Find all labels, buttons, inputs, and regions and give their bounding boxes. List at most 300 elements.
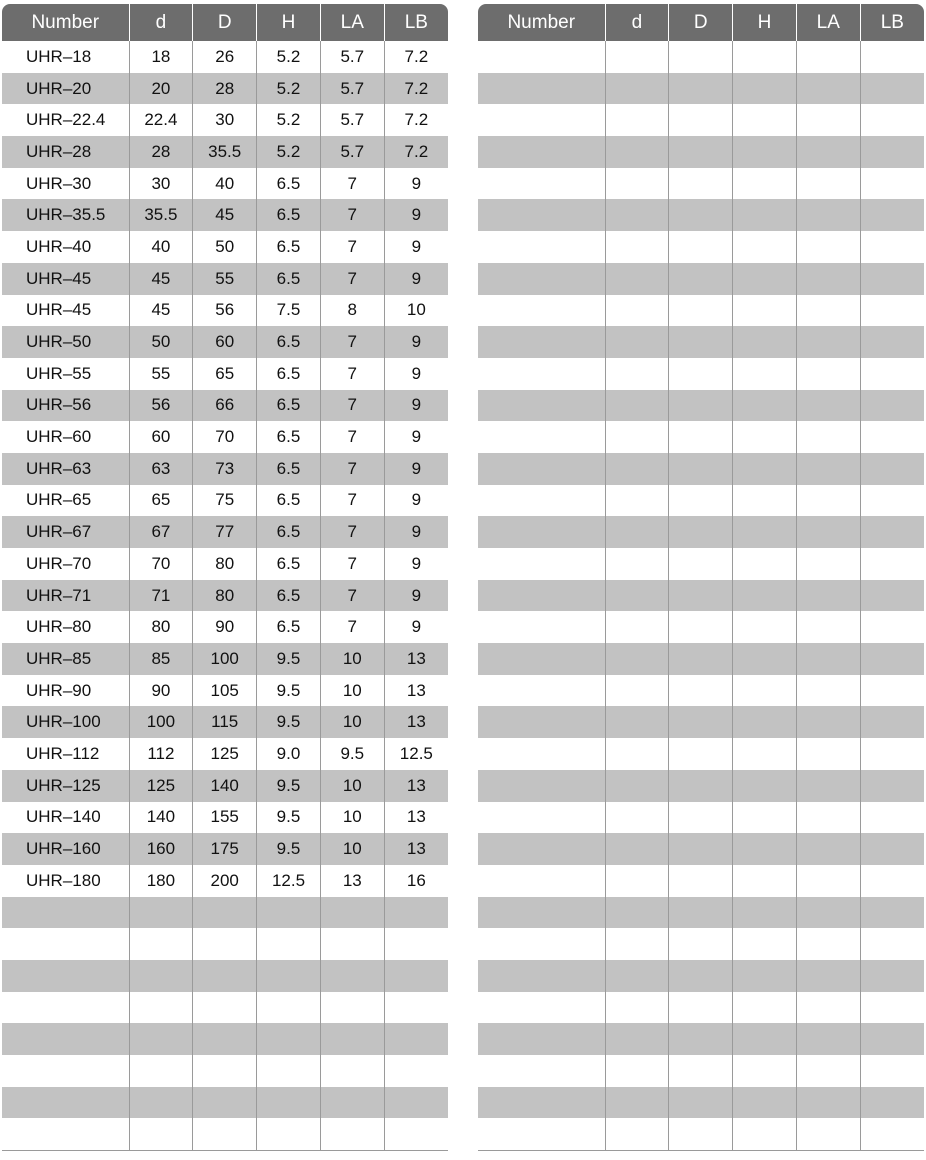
- cell-d: [605, 358, 669, 390]
- cell-d: 85: [129, 643, 193, 675]
- empty-row: [478, 516, 924, 548]
- cell-LB: [860, 992, 924, 1024]
- cell-number: UHR–67: [2, 516, 129, 548]
- empty-row: [478, 104, 924, 136]
- cell-LA: 9.5: [320, 738, 384, 770]
- cell-LB: [860, 263, 924, 295]
- cell-LA: [796, 833, 860, 865]
- cell-LA: 7: [320, 485, 384, 517]
- cell-number: [478, 326, 605, 358]
- cell-d: [605, 1118, 669, 1150]
- cell-H: 6.5: [257, 548, 321, 580]
- cell-LA: 5.7: [320, 73, 384, 105]
- cell-LA: 8: [320, 295, 384, 327]
- cell-number: UHR–35.5: [2, 199, 129, 231]
- cell-LB: [384, 928, 448, 960]
- cell-LB: [860, 41, 924, 73]
- cell-H: 5.2: [257, 41, 321, 73]
- cell-d: 50: [129, 326, 193, 358]
- cell-D: 65: [193, 358, 257, 390]
- cell-number: UHR–80: [26, 617, 92, 637]
- cell-D: [669, 1118, 733, 1150]
- cell-LA: [796, 992, 860, 1024]
- cell-d: 160: [129, 833, 193, 865]
- cell-LB: 9: [384, 263, 448, 295]
- cell-LA: 7: [320, 199, 384, 231]
- empty-row: [478, 41, 924, 73]
- cell-d: 63: [129, 453, 193, 485]
- cell-D: [669, 865, 733, 897]
- table-row: [2, 136, 448, 168]
- cell-number: [2, 992, 129, 1024]
- cell-D: [669, 295, 733, 327]
- cell-D: [669, 611, 733, 643]
- empty-row: [478, 358, 924, 390]
- cell-d: 100: [129, 706, 193, 738]
- cell-H: [257, 992, 321, 1024]
- cell-d: 67: [129, 516, 193, 548]
- cell-d: [605, 136, 669, 168]
- cell-LB: 13: [384, 802, 448, 834]
- cell-LA: [796, 770, 860, 802]
- cell-D: [193, 992, 257, 1024]
- cell-number: [478, 104, 605, 136]
- cell-D: [669, 516, 733, 548]
- cell-D: 90: [193, 611, 257, 643]
- cell-LA: [320, 960, 384, 992]
- cell-LA: [796, 802, 860, 834]
- cell-d: [605, 865, 669, 897]
- cell-d: [605, 643, 669, 675]
- cell-D: [669, 390, 733, 422]
- cell-D: [669, 199, 733, 231]
- table-row: [2, 231, 448, 263]
- table-row: [2, 199, 448, 231]
- empty-row: [478, 833, 924, 865]
- cell-H: 9.5: [257, 833, 321, 865]
- cell-D: 115: [193, 706, 257, 738]
- cell-LA: [796, 136, 860, 168]
- cell-number: [478, 41, 605, 73]
- cell-d: [605, 263, 669, 295]
- cell-D: [669, 548, 733, 580]
- cell-D: [669, 738, 733, 770]
- cell-LA: [796, 611, 860, 643]
- cell-H: 6.5: [257, 168, 321, 200]
- cell-LB: [860, 73, 924, 105]
- empty-row: [2, 1023, 448, 1055]
- empty-row: [2, 897, 448, 929]
- cell-number: UHR–85: [2, 643, 129, 675]
- cell-H: 6.5: [257, 453, 321, 485]
- cell-H: [733, 421, 797, 453]
- cell-H: 9.5: [257, 802, 321, 834]
- table-row: [2, 675, 448, 707]
- cell-d: [605, 833, 669, 865]
- cell-D: [669, 1023, 733, 1055]
- cell-LB: 9: [384, 485, 448, 517]
- table-row: [2, 770, 448, 802]
- column-header-d: d: [129, 4, 193, 41]
- cell-d: [129, 1023, 193, 1055]
- cell-LB: 12.5: [384, 738, 448, 770]
- cell-number: [478, 231, 605, 263]
- cell-d: [129, 897, 193, 929]
- cell-D: [669, 1087, 733, 1119]
- table-row: [2, 580, 448, 612]
- cell-d: [605, 1087, 669, 1119]
- cell-d: [605, 390, 669, 422]
- table-row: [2, 516, 448, 548]
- cell-number: [478, 1023, 605, 1055]
- table-row: [2, 706, 448, 738]
- cell-LA: [796, 421, 860, 453]
- cell-number: UHR–55: [26, 363, 92, 383]
- cell-number: UHR–30: [26, 173, 92, 193]
- cell-D: 55: [193, 263, 257, 295]
- cell-D: [669, 41, 733, 73]
- cell-d: 90: [129, 675, 193, 707]
- empty-row: [478, 136, 924, 168]
- cell-LA: [796, 390, 860, 422]
- table-row: [2, 738, 448, 770]
- cell-D: [669, 231, 733, 263]
- cell-LA: 7: [320, 421, 384, 453]
- table-row: [2, 865, 448, 897]
- cell-number: UHR–40: [26, 236, 92, 256]
- cell-number: [2, 1055, 129, 1087]
- cell-LB: 7.2: [384, 41, 448, 73]
- cell-LB: 7.2: [384, 104, 448, 136]
- cell-H: [257, 897, 321, 929]
- cell-D: 80: [193, 580, 257, 612]
- cell-LA: [796, 738, 860, 770]
- cell-H: 6.5: [257, 231, 321, 263]
- cell-d: 40: [129, 231, 193, 263]
- cell-number: [478, 706, 605, 738]
- cell-H: [733, 326, 797, 358]
- cell-LB: [384, 1055, 448, 1087]
- cell-H: [257, 1118, 321, 1150]
- cell-LA: [796, 358, 860, 390]
- empty-row: [478, 295, 924, 327]
- cell-D: 175: [193, 833, 257, 865]
- cell-d: 71: [129, 580, 193, 612]
- cell-LB: [860, 802, 924, 834]
- cell-H: 9.5: [257, 675, 321, 707]
- cell-LB: [860, 295, 924, 327]
- cell-D: [193, 1087, 257, 1119]
- cell-H: [733, 928, 797, 960]
- cell-H: [733, 1055, 797, 1087]
- cell-LB: [860, 928, 924, 960]
- cell-LA: [796, 263, 860, 295]
- cell-d: 70: [129, 548, 193, 580]
- cell-LA: [320, 1087, 384, 1119]
- cell-H: [733, 1023, 797, 1055]
- cell-H: [733, 199, 797, 231]
- column-header-LB: LB: [860, 4, 924, 41]
- cell-D: [193, 960, 257, 992]
- cell-LA: [320, 928, 384, 960]
- cell-d: 22.4: [129, 104, 193, 136]
- cell-D: 30: [193, 104, 257, 136]
- cell-LA: [796, 199, 860, 231]
- cell-LA: [796, 41, 860, 73]
- cell-d: [129, 1118, 193, 1150]
- cell-number: [478, 802, 605, 834]
- cell-LB: 9: [384, 390, 448, 422]
- cell-LA: 7: [320, 358, 384, 390]
- cell-number: [478, 1118, 605, 1150]
- cell-number: UHR–20: [2, 73, 129, 105]
- cell-d: [605, 295, 669, 327]
- cell-D: 200: [193, 865, 257, 897]
- cell-d: [605, 231, 669, 263]
- cell-H: 5.2: [257, 136, 321, 168]
- cell-number: [478, 580, 605, 612]
- empty-row: [478, 960, 924, 992]
- cell-D: 77: [193, 516, 257, 548]
- empty-row: [478, 168, 924, 200]
- cell-LB: [860, 865, 924, 897]
- header-row: [478, 4, 924, 41]
- cell-H: 9.5: [257, 770, 321, 802]
- cell-D: [669, 326, 733, 358]
- cell-number: UHR–45: [2, 263, 129, 295]
- cell-D: [669, 802, 733, 834]
- cell-D: [193, 1023, 257, 1055]
- cell-number: [478, 421, 605, 453]
- cell-LA: 5.7: [320, 104, 384, 136]
- cell-D: 40: [193, 168, 257, 200]
- cell-number: UHR–65: [26, 490, 92, 510]
- cell-D: 80: [193, 548, 257, 580]
- cell-D: [669, 453, 733, 485]
- column-header-H: H: [733, 4, 797, 41]
- cell-LA: [796, 295, 860, 327]
- cell-LA: 7: [320, 326, 384, 358]
- cell-LA: 5.7: [320, 41, 384, 73]
- cell-d: [605, 960, 669, 992]
- cell-number: UHR–60: [26, 427, 92, 447]
- cell-LA: [796, 73, 860, 105]
- cell-LB: 9: [384, 326, 448, 358]
- empty-row: [478, 263, 924, 295]
- cell-H: [733, 675, 797, 707]
- cell-number: [478, 770, 605, 802]
- table-row: [2, 263, 448, 295]
- cell-H: [733, 485, 797, 517]
- cell-H: [733, 738, 797, 770]
- empty-row: [478, 675, 924, 707]
- table-row: [2, 485, 448, 517]
- cell-d: 125: [129, 770, 193, 802]
- cell-number: UHR–160: [2, 833, 129, 865]
- cell-D: [669, 580, 733, 612]
- cell-d: [605, 580, 669, 612]
- cell-d: [605, 73, 669, 105]
- cell-H: [257, 1055, 321, 1087]
- empty-row: [2, 1118, 448, 1150]
- cell-number: UHR–50: [2, 326, 129, 358]
- cell-number: [478, 73, 605, 105]
- cell-number: UHR–100: [2, 706, 129, 738]
- cell-LB: [860, 231, 924, 263]
- cell-H: [733, 611, 797, 643]
- column-header-D: D: [193, 4, 257, 41]
- table-row: [2, 802, 448, 834]
- cell-LB: 9: [384, 358, 448, 390]
- cell-number: [478, 453, 605, 485]
- cell-d: [605, 738, 669, 770]
- cell-LA: 7: [320, 390, 384, 422]
- cell-LB: [384, 960, 448, 992]
- cell-H: [733, 1118, 797, 1150]
- cell-d: [605, 675, 669, 707]
- cell-LB: 9: [384, 453, 448, 485]
- cell-LA: [796, 516, 860, 548]
- cell-LA: [796, 1055, 860, 1087]
- cell-LB: [860, 358, 924, 390]
- cell-d: 112: [129, 738, 193, 770]
- table-row: [2, 41, 448, 73]
- cell-LB: [860, 897, 924, 929]
- cell-number: UHR–22.4: [26, 110, 106, 130]
- cell-LB: 9: [384, 168, 448, 200]
- cell-number: [478, 992, 605, 1024]
- cell-number: UHR–140: [26, 807, 101, 827]
- cell-LB: [384, 1023, 448, 1055]
- cell-LA: 7: [320, 611, 384, 643]
- cell-H: [733, 516, 797, 548]
- empty-row: [478, 738, 924, 770]
- cell-D: 75: [193, 485, 257, 517]
- column-header-number: Number: [478, 4, 605, 41]
- cell-LA: [796, 485, 860, 517]
- cell-d: [605, 199, 669, 231]
- cell-LA: [320, 1118, 384, 1150]
- cell-d: 45: [129, 295, 193, 327]
- cell-LA: [796, 168, 860, 200]
- cell-d: [129, 960, 193, 992]
- cell-LA: [796, 960, 860, 992]
- table-row: [2, 421, 448, 453]
- cell-LA: 10: [320, 706, 384, 738]
- cell-H: 9.0: [257, 738, 321, 770]
- cell-number: [478, 643, 605, 675]
- cell-H: [257, 1087, 321, 1119]
- cell-LB: [384, 897, 448, 929]
- cell-d: [605, 453, 669, 485]
- cell-d: 180: [129, 865, 193, 897]
- cell-LB: 9: [384, 580, 448, 612]
- right-spec-table-panel: [478, 4, 924, 1151]
- cell-H: [257, 960, 321, 992]
- cell-LA: [796, 453, 860, 485]
- column-header-LB: LB: [384, 4, 448, 41]
- cell-LB: [860, 1118, 924, 1150]
- cell-d: [605, 928, 669, 960]
- cell-number: [2, 928, 129, 960]
- cell-LA: [320, 1023, 384, 1055]
- cell-d: [605, 611, 669, 643]
- cell-LA: [796, 104, 860, 136]
- cell-H: [733, 770, 797, 802]
- cell-number: [478, 960, 605, 992]
- cell-H: [733, 295, 797, 327]
- cell-H: 6.5: [257, 516, 321, 548]
- cell-D: [669, 928, 733, 960]
- empty-row: [2, 960, 448, 992]
- right-spec-table: [478, 4, 924, 1151]
- right-table-header: [478, 4, 924, 41]
- cell-d: 140: [129, 802, 193, 834]
- cell-LA: 7: [320, 548, 384, 580]
- cell-number: [478, 199, 605, 231]
- empty-row: [478, 231, 924, 263]
- table-row: [2, 611, 448, 643]
- cell-number: [478, 897, 605, 929]
- cell-LB: [860, 485, 924, 517]
- cell-LB: [860, 580, 924, 612]
- cell-LA: 10: [320, 675, 384, 707]
- cell-H: 6.5: [257, 611, 321, 643]
- cell-LB: 7.2: [384, 73, 448, 105]
- cell-d: [129, 1087, 193, 1119]
- cell-D: 45: [193, 199, 257, 231]
- cell-LA: 5.7: [320, 136, 384, 168]
- column-header-LA: LA: [320, 4, 384, 41]
- cell-d: [605, 41, 669, 73]
- column-header-number: Number: [2, 4, 129, 41]
- cell-D: [669, 136, 733, 168]
- cell-d: [605, 706, 669, 738]
- cell-d: 18: [129, 41, 193, 73]
- cell-H: [733, 263, 797, 295]
- cell-D: 50: [193, 231, 257, 263]
- cell-D: [669, 104, 733, 136]
- cell-LA: 10: [320, 833, 384, 865]
- cell-LA: [796, 1023, 860, 1055]
- cell-LA: [796, 580, 860, 612]
- cell-D: 70: [193, 421, 257, 453]
- cell-d: [605, 104, 669, 136]
- cell-D: 140: [193, 770, 257, 802]
- left-table-header: [2, 4, 448, 41]
- empty-row: [478, 865, 924, 897]
- table-row: [2, 643, 448, 675]
- left-spec-table-panel: [2, 4, 448, 1151]
- cell-number: [478, 833, 605, 865]
- cell-LB: 13: [384, 643, 448, 675]
- cell-d: 80: [129, 611, 193, 643]
- cell-LB: 9: [384, 611, 448, 643]
- empty-row: [478, 326, 924, 358]
- table-row: [2, 358, 448, 390]
- cell-LA: [796, 231, 860, 263]
- cell-number: [478, 865, 605, 897]
- header-row: [2, 4, 448, 41]
- cell-LB: 9: [384, 231, 448, 263]
- cell-H: 7.5: [257, 295, 321, 327]
- column-header-d: d: [605, 4, 669, 41]
- empty-row: [478, 928, 924, 960]
- cell-number: [478, 263, 605, 295]
- empty-row: [478, 611, 924, 643]
- cell-D: [193, 1055, 257, 1087]
- cell-LA: 7: [320, 580, 384, 612]
